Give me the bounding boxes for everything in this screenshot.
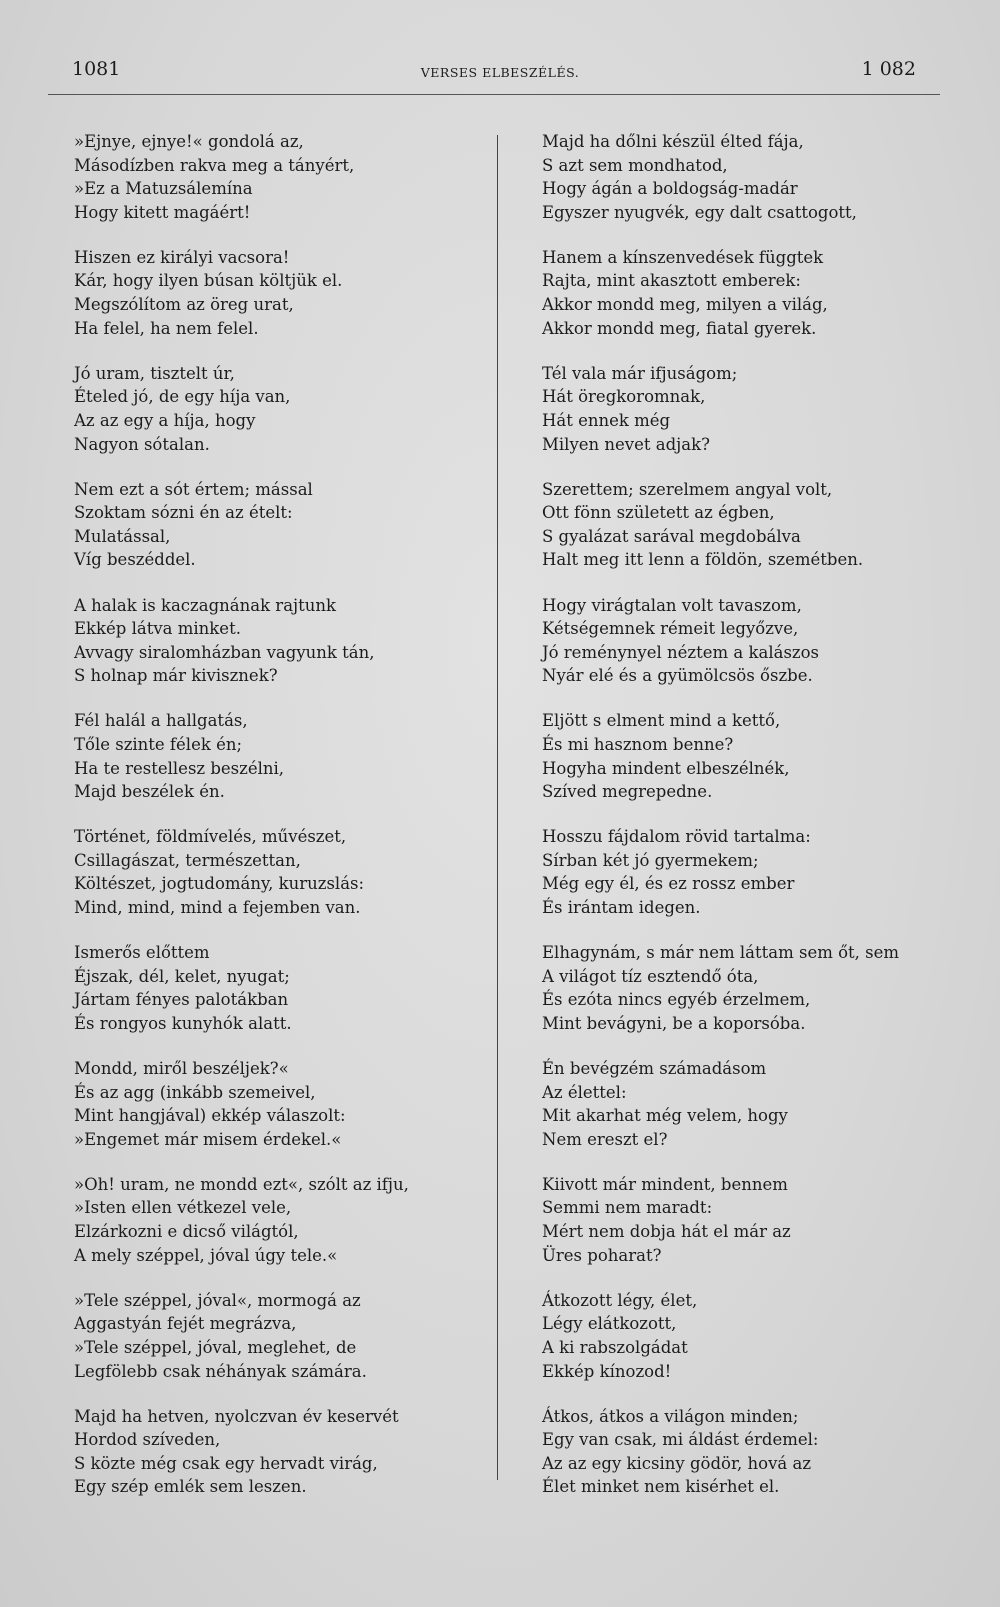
verse-line: Víg beszéddel.	[74, 550, 196, 570]
verse-line: Költészet, jogtudomány, kuruzslás:	[74, 874, 365, 894]
stanza	[542, 941, 962, 1035]
verse-line: Kétségemnek rémeit legyőzve,	[542, 619, 799, 639]
verse-line: Akkor mondd meg, milyen a világ,	[542, 295, 828, 315]
verse-line: S azt sem mondhatod,	[542, 155, 728, 175]
verse-line: Hogyha mindent elbeszélnék,	[542, 758, 790, 778]
verse-line: Hosszu fájdalom rövid tartalma:	[542, 827, 811, 847]
verse-line: Jártam fényes palotákban	[74, 990, 289, 1010]
verse-line: Mint hangjával) ekkép válaszolt:	[74, 1106, 346, 1126]
stanza	[542, 478, 962, 572]
verse-line: A ki rabszolgádat	[542, 1337, 688, 1357]
verse-line: »Isten ellen vétkezel vele,	[74, 1198, 292, 1218]
stanza	[542, 1405, 962, 1499]
verse-line: Jó uram, tisztelt úr,	[74, 363, 235, 383]
verse-line: Kiivott már mindent, bennem	[542, 1174, 788, 1194]
verse-line: »Engemet már misem érdekel.«	[74, 1129, 342, 1149]
verse-line: Kár, hogy ilyen búsan költjük el.	[74, 271, 343, 291]
verse-line: Halt meg itt lenn a földön, szemétben.	[542, 550, 864, 570]
verse-line: »Oh! uram, ne mondd ezt«, szólt az ifju,	[74, 1174, 409, 1194]
stanza	[542, 825, 962, 919]
stanza	[542, 362, 962, 456]
verse-line: »Tele széppel, jóval«, mormogá az	[74, 1290, 361, 1310]
stanza	[74, 130, 484, 224]
verse-line: Jó reménynyel néztem a kalászos	[542, 642, 820, 662]
verse-line: Nem ereszt el?	[542, 1129, 668, 1149]
verse-line: S gyalázat sarával megdobálva	[542, 526, 801, 546]
verse-line: Az élettel:	[542, 1082, 627, 1102]
verse-line: Ételed jó, de egy híja van,	[74, 387, 291, 407]
stanza	[542, 1289, 962, 1383]
verse-line: A világot tíz esztendő óta,	[542, 966, 759, 986]
verse-line: Nagyon sótalan.	[74, 434, 210, 454]
verse-line: És az agg (inkább szemeivel,	[74, 1082, 316, 1102]
verse-line: És ezóta nincs egyéb érzelmem,	[542, 990, 811, 1010]
column-divider	[497, 135, 498, 1480]
verse-line: Nem ezt a sót értem; mással	[74, 479, 313, 499]
verse-line: Mind, mind, mind a fejemben van.	[74, 898, 361, 918]
stanza	[74, 1405, 484, 1499]
verse-line: Élet minket nem kisérhet el.	[542, 1477, 780, 1497]
verse-line: Megszólítom az öreg urat,	[74, 295, 294, 315]
verse-line: Semmi nem maradt:	[542, 1198, 713, 1218]
stanza	[542, 246, 962, 340]
verse-line: Elhagynám, s már nem láttam sem őt, sem	[542, 943, 900, 963]
verse-line: És rongyos kunyhók alatt.	[74, 1013, 292, 1033]
verse-line: Ismerős előttem	[74, 943, 210, 963]
verse-line: Átkozott légy, élet,	[542, 1290, 698, 1310]
verse-line: Hogy kitett magáért!	[74, 202, 251, 222]
stanza	[542, 1173, 962, 1267]
verse-line: Mulatással,	[74, 526, 171, 546]
verse-line: Elzárkozni e dicső világtól,	[74, 1222, 299, 1242]
verse-line: Az az egy kicsiny gödör, hová az	[542, 1453, 812, 1473]
verse-line: És mi hasznom benne?	[542, 734, 734, 754]
verse-line: Avvagy siralomházban vagyunk tán,	[74, 642, 375, 662]
verse-line: Átkos, átkos a világon minden;	[542, 1406, 799, 1426]
verse-line: Hát ennek még	[542, 410, 671, 430]
left-column	[74, 130, 484, 1521]
verse-line: Szoktam sózni én az ételt:	[74, 503, 293, 523]
verse-line: Üres poharat?	[542, 1245, 662, 1265]
verse-line: Még egy él, és ez rossz ember	[542, 874, 795, 894]
verse-line: Mit akarhat még velem, hogy	[542, 1106, 788, 1126]
page-number-right: 1 082	[861, 58, 916, 80]
verse-line: Másodízben rakva meg a tányért,	[74, 155, 355, 175]
verse-line: Eljött s elment mind a kettő,	[542, 711, 781, 731]
verse-line: Hogy ágán a boldogság-madár	[542, 179, 798, 199]
stanza	[542, 709, 962, 803]
verse-line: Hordod szíveden,	[74, 1430, 221, 1450]
verse-line: »Ez a Matuzsálemína	[74, 179, 253, 199]
verse-line: Az az egy a híja, hogy	[74, 410, 256, 430]
verse-line: Légy elátkozott,	[542, 1314, 677, 1334]
verse-line: Mért nem dobja hát el már az	[542, 1222, 791, 1242]
stanza	[74, 246, 484, 340]
verse-line: Mint bevágyni, be a koporsóba.	[542, 1013, 806, 1033]
verse-line: Hiszen ez királyi vacsora!	[74, 247, 290, 267]
verse-line: Ekkép látva minket.	[74, 619, 241, 639]
verse-line: Majd ha dőlni készül élted fája,	[542, 132, 804, 151]
verse-line: Ott fönn született az égben,	[542, 503, 775, 523]
verse-line: A mely széppel, jóval úgy tele.«	[74, 1245, 338, 1265]
verse-line: Egy szép emlék sem leszen.	[74, 1477, 307, 1497]
verse-line: Egy van csak, mi áldást érdemel:	[542, 1430, 819, 1450]
verse-line: Egyszer nyugvék, egy dalt csattogott,	[542, 202, 857, 222]
header-rule	[48, 94, 940, 95]
verse-line: Ha te restellesz beszélni,	[74, 758, 285, 778]
page-header	[0, 58, 1000, 88]
running-title: VERSES ELBESZÉLÉS.	[420, 65, 580, 80]
verse-line: Ekkép kínozod!	[542, 1361, 672, 1381]
verse-line: Fél halál a hallgatás,	[74, 711, 248, 731]
verse-line: S közte még csak egy hervadt virág,	[74, 1453, 378, 1473]
stanza	[74, 478, 484, 572]
stanza	[74, 362, 484, 456]
verse-line: »Tele széppel, jóval, meglehet, de	[74, 1337, 357, 1357]
right-column	[542, 130, 962, 1521]
stanza	[74, 1173, 484, 1267]
stanza	[74, 1057, 484, 1151]
verse-line: A halak is kaczagnának rajtunk	[74, 595, 337, 615]
stanza	[74, 594, 484, 688]
verse-line: Majd ha hetven, nyolczvan év keservét	[74, 1406, 399, 1426]
verse-line: Nyár elé és a gyümölcsös őszbe.	[542, 666, 813, 686]
verse-line: Éjszak, dél, kelet, nyugat;	[74, 966, 290, 986]
stanza	[74, 825, 484, 919]
verse-line: Tőle szinte félek én;	[74, 734, 243, 754]
verse-line: S holnap már kivisznek?	[74, 666, 278, 686]
verse-line: Ha felel, ha nem felel.	[74, 318, 259, 338]
verse-line: És irántam idegen.	[542, 898, 701, 918]
verse-line: Sírban két jó gyermekem;	[542, 850, 759, 870]
stanza	[542, 1057, 962, 1151]
stanza	[542, 594, 962, 688]
verse-line: Legfölebb csak néhányak számára.	[74, 1361, 367, 1381]
verse-line: Hát öregkoromnak,	[542, 387, 706, 407]
page-number-left: 1081	[72, 58, 121, 80]
verse-line: Majd beszélek én.	[74, 782, 225, 802]
verse-line: Milyen nevet adjak?	[542, 434, 710, 454]
verse-line: Csillagászat, természettan,	[74, 850, 301, 870]
verse-line: Hanem a kínszenvedések függtek	[542, 247, 824, 267]
verse-line: Szerettem; szerelmem angyal volt,	[542, 479, 833, 499]
verse-line: »Ejnye, ejnye!« gondolá az,	[74, 132, 304, 151]
stanza	[74, 1289, 484, 1383]
verse-line: Szíved megrepedne.	[542, 782, 713, 802]
verse-line: Aggastyán fejét megrázva,	[74, 1314, 297, 1334]
stanza	[542, 130, 962, 224]
verse-line: Mondd, miről beszéljek?«	[74, 1059, 289, 1078]
stanza	[74, 941, 484, 1035]
verse-line: Történet, földmívelés, művészet,	[74, 827, 347, 847]
verse-line: Akkor mondd meg, fiatal gyerek.	[542, 318, 817, 338]
verse-line: Én bevégzém számadásom	[542, 1059, 767, 1078]
verse-line: Hogy virágtalan volt tavaszom,	[542, 595, 802, 615]
verse-line: Rajta, mint akasztott emberek:	[542, 271, 801, 291]
verse-line: Tél vala már ifjuságom;	[542, 363, 738, 383]
stanza	[74, 709, 484, 803]
